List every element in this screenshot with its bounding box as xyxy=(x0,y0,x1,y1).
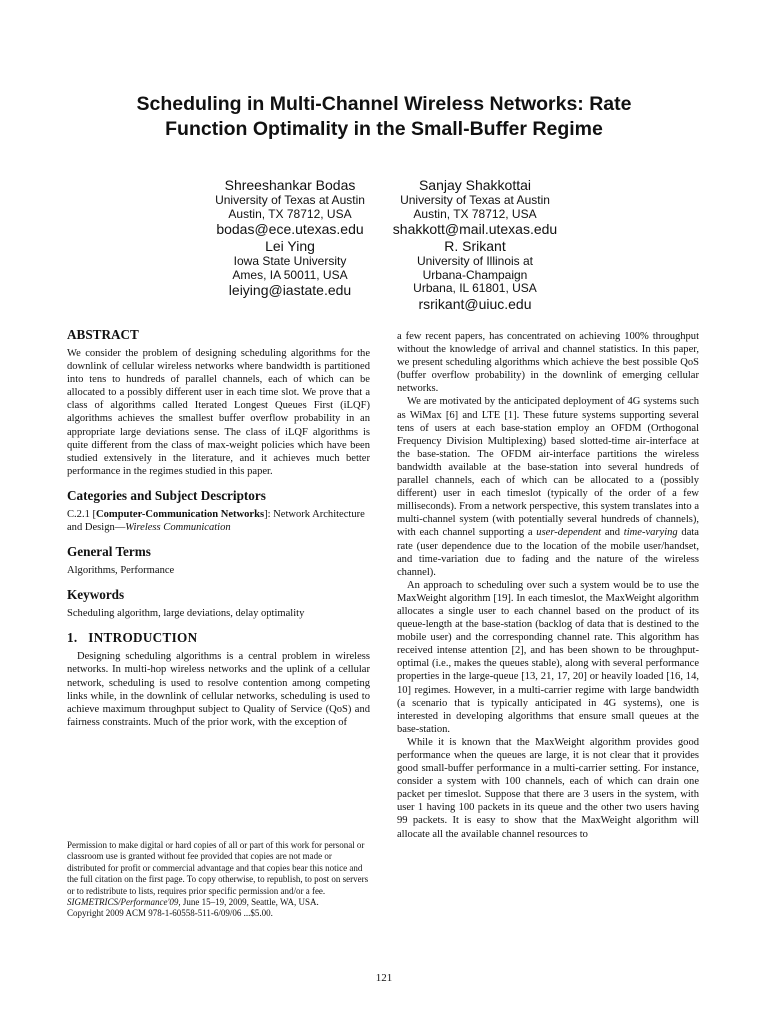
body-paragraph-3: An approach to scheduling over such a system would be to use the MaxWeight algorithm [19]. In each timeslot, the MaxWeight algorithm allocates a single user to each channel based on the product of its queue-length at the base-station (backlog of data that is destined to the mobile user) and the corresponding channel rate. This algorithm has received intense attention [2], and has been shown to be throughput-optimal (i.e., makes the queues stable), along with several performance properties in the large-queue [13, 21, 17, 20] or heavily loaded [16, 14, 10] regimes. However, in a multi-carrier regime with large bandwidth (a scenario that is typically anticipated in 4G systems), one is interested in developing algorithms that ensure small queues at the base-station. xyxy=(397,579,699,735)
categories-code: C.2.1 [ xyxy=(67,508,97,520)
author-affiliation-2: Urbana-Champaign xyxy=(422,267,528,282)
categories-heading: Categories and Subject Descriptors xyxy=(67,487,266,503)
categories-name: Computer-Communication Networks xyxy=(96,508,265,520)
author-block-shakkottai xyxy=(380,177,570,237)
keywords-text: Scheduling algorithm, large deviations, delay optimality xyxy=(67,608,305,620)
emphasis-user-dependent: user-dependent xyxy=(536,527,602,539)
categories-sub: Wireless Communication xyxy=(125,522,231,534)
paragraph-text: We are motivated by the anticipated deployment of 4G systems such as WiMax [6] and LTE [1]. These future systems supporting several tens of users at each base-station employ an OFDM (Orthogonal Frequency Division Multiplexing) based slotted-time air-interface at the base-station. The OFDM air-interface partitions the wireless bandwidth available at the base-station into several hundreds of parallel channels, each of which can be allocated to a (possibly different) user in each timeslot (typically of the order of a few milliseconds). From a network perspective, this system translates into a multi-channel system (with potentially several hundreds of channels), with each channel supporting a xyxy=(397,396,699,539)
author-address: Austin, TX 78712, USA xyxy=(413,206,537,221)
author-email: rsrikant@uiuc.edu xyxy=(418,295,532,312)
body-paragraph-1: a few recent papers, has concentrated on achieving 100% throughput without the knowledge of arrival and channel statistics. In this paper, we present scheduling algorithms which achieve the best possible QoS (buffer overflow probability) in the downlink of emerging cellular networks. xyxy=(397,331,699,395)
copyright-line: Copyright 2009 ACM 978-1-60558-511-6/09/06 ...$5.00. xyxy=(67,908,273,919)
author-block-bodas xyxy=(200,177,380,237)
keywords-heading: Keywords xyxy=(67,587,125,603)
author-name: Shreeshankar Bodas xyxy=(224,177,356,193)
author-email: shakkott@mail.utexas.edu xyxy=(392,221,558,237)
abstract-text: We consider the problem of designing scheduling algorithms for the downlink of cellular wireless networks where bandwidth is partitioned into tens to hundreds of parallel channels, each of which can be allocated to a possibly different user in each time slot. We prove that a class of algorithms called Iterated Longest Queues First (iLQF) algorithms achieves the smallest buffer overflow probability in an appropriate large deviations sense. The class of iLQF algorithms is quite different from the class of max-weight policies which have been studied extensively in the literature, and it achieves much better performance in the regimes studied in this paper. xyxy=(67,348,370,477)
right-column xyxy=(397,330,699,841)
author-name: Sanjay Shakkottai xyxy=(418,177,532,193)
paragraph-text: and xyxy=(601,527,624,539)
general-terms-heading: General Terms xyxy=(67,544,151,560)
categories-text xyxy=(67,508,370,534)
body-paragraph-2 xyxy=(397,395,699,578)
author-affiliation: Iowa State University xyxy=(233,254,347,268)
paper-title xyxy=(60,92,708,142)
introduction-heading: 1. INTRODUCTION xyxy=(67,630,198,646)
author-email: bodas@ece.utexas.edu xyxy=(216,221,364,237)
general-terms-text: Algorithms, Performance xyxy=(67,565,175,577)
body-paragraph-4: While it is known that the MaxWeight algorithm provides good performance when the queues are large, it is not clear that it provides good small-buffer performance in a multi-carrier setting. For instance, consider a system with 100 channels, each of which can drain one packet per timeslot. Suppose that there are 3 users in the system, with user 1 having 100 packets in its queue and the other two users having 99 packets. It is easy to show that the MaxWeight algorithm will allocate all the available channel resources to xyxy=(397,736,699,840)
author-affiliation: University of Texas at Austin xyxy=(215,193,365,207)
paragraph-text: data rate (user dependence due to the location of the mobile user/handset, and time-variation due to fading and the nature of the wireless channel). xyxy=(397,527,699,578)
page-number: 121 xyxy=(375,972,393,984)
conference-line xyxy=(67,897,370,908)
left-column xyxy=(67,327,370,729)
title-line-2: Function Optimality in the Small-Buffer Regime xyxy=(165,118,603,140)
categories-rest: ]: Network Architecture and Design— xyxy=(67,508,365,534)
copyright-footnote xyxy=(67,840,370,920)
author-affiliation: University of Texas at Austin xyxy=(400,193,550,207)
introduction-paragraph: Designing scheduling algorithms is a central problem in wireless networks. In multi-hop wireless networks and the uplink of a cellular network, scheduling is used to resolve contention among competing links while, in the downlink of cellular networks, scheduling is used to achieve maximum throughput subject to Quality of Service (QoS) and fairness constraints. Much of the prior work, with the exception of xyxy=(67,651,370,728)
author-address: Ames, IA 50011, USA xyxy=(232,267,348,282)
title-line-1: Scheduling in Multi-Channel Wireless Networks: Rate xyxy=(136,93,632,115)
author-block-srikant xyxy=(380,238,570,312)
author-block-ying xyxy=(200,238,380,298)
author-address: Austin, TX 78712, USA xyxy=(228,206,352,221)
author-name: Lei Ying xyxy=(265,238,315,254)
author-affiliation: University of Illinois at xyxy=(416,254,534,268)
abstract-heading: ABSTRACT xyxy=(67,327,139,342)
author-name: R. Srikant xyxy=(444,238,506,254)
emphasis-time-varying: time-varying xyxy=(623,527,678,539)
author-email: leiying@iastate.edu xyxy=(228,282,352,298)
conference-details: June 15–19, 2009, Seattle, WA, USA. xyxy=(180,897,319,908)
author-address: Urbana, IL 61801, USA xyxy=(413,281,537,295)
permission-notice: Permission to make digital or hard copies of all or part of this work for personal or classroom use is granted without fee provided that copies are not made or distributed for profit or commercial advantage and that copies bear this notice and the full citation on the first page. To copy otherwise, to republish, to post on servers or to redistribute to lists, requires prior specific permission and/or a fee. xyxy=(67,840,369,896)
conference-name: SIGMETRICS/Performance'09, xyxy=(67,897,181,908)
